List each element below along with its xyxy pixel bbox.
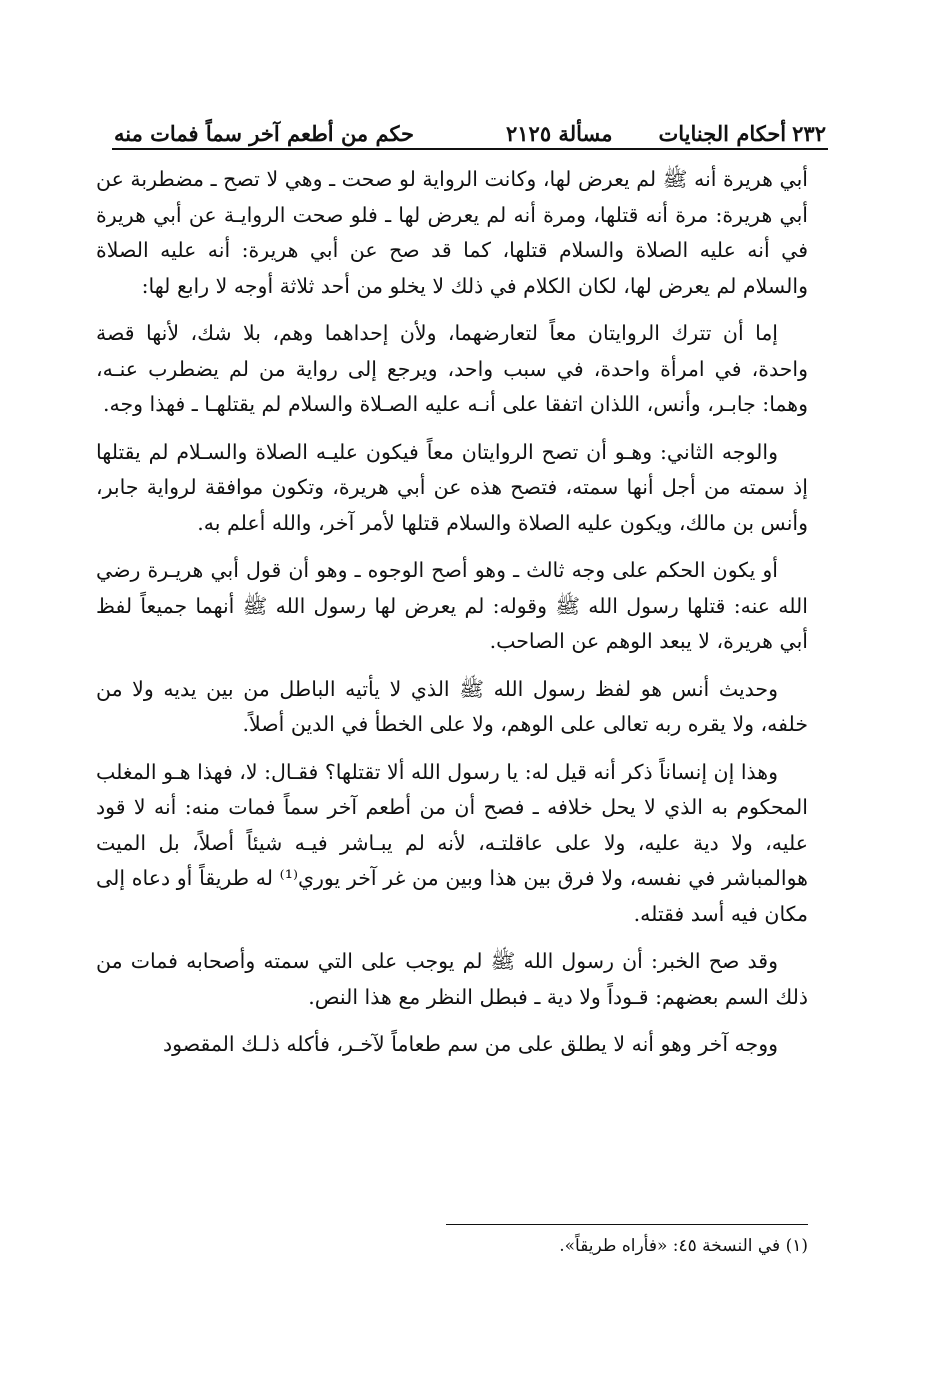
paragraph: إما أن تترك الروايتان معاً لتعارضهما، ولأن إحداهما وهم، بلا شك، لأنها قصة واحدة، في امرأة واحدة، في سبب واحد، ويرجع إلى رواية من لم يضطرب عنـه، وهما: جابـر، وأنس، اللذان اتفقا على أنـه عليه الصـلاة والسلام لم يقتلهـا ـ فهذا وجه. (96, 321, 808, 416)
paragraph: وقد صح الخبر: أن رسول الله ﷺ لم يوجب على التي سمته وأصحابه فمات من ذلك السم بعضهم: قـوداً ولا دية ـ فبطل النظر مع هذا النص. (96, 949, 808, 1009)
page-number: ٢٣٢ (792, 121, 826, 146)
section-title: حكم من أطعم آخر سماً فمات منه (114, 121, 415, 146)
footnote: (١) في النسخة ٤٥: «فأراه طريقاً». (559, 1236, 808, 1256)
header-rule (112, 148, 828, 150)
header-right-group (506, 121, 826, 146)
paragraph: أبي هريرة أنه ﷺ لم يعرض لها، وكانت الرواية لو صحت ـ وهي لا تصح ـ مضطربة عن أبي هريرة: مرة أنه قتلها، ومرة أنه لم يعرض لها ـ فلو صحت الروايـة عن أبي هريرة في أنه عليه الصلاة والسلام قتلها، كما قد صح عن أبي هريرة: أنه عليه الصلاة والسلام لم يعرض لها، لكان الكلام في ذلك لا يخلو من أحد ثلاثة أوجه لا رابع لها: (96, 167, 808, 298)
issue-number: مسألة ٢١٢٥ (506, 121, 613, 146)
book-title: أحكام الجنايات (658, 121, 787, 146)
paragraph: وهذا إن إنساناً ذكر أنه قيل له: يا رسول الله ألا تقتلها؟ فقـال: لا، فهذا هـو المغلب المحكوم به الذي لا يحل خلافه ـ فصح أن من أطعم آخر سماً فمات منه: أنه لا قود عليه، ولا دية عليه، ولا على عاقلتـه، لأنه لم يبـاشر فيـه شيئاً أصلاً، بل الميت هوالمباشر في نفسه، ولا فرق بين هذا وبين من غر آخر يوري⁽¹⁾ له طريقاً أو دعاه إلى مكان فيه أسد فقتله. (96, 759, 808, 926)
footnote-rule (446, 1224, 808, 1225)
running-header (114, 100, 826, 146)
paragraph: أو يكون الحكم على وجه ثالث ـ وهو أصح الوجوه ـ وهو أن قول أبي هريـرة رضي الله عنه: قتلها رسول الله ﷺ وقوله: لم يعرض لها رسول الله ﷺ أنهما جميعاً لفظ أبي هريرة، لا يبعد الوهم عن الصاحب. (96, 558, 808, 653)
main-text (96, 162, 808, 1075)
paragraph: وحديث أنس هو لفظ رسول الله ﷺ الذي لا يأتيه الباطل من بين يديه ولا من خلفه، ولا يقره ربه تعالى على الوهم، ولا على الخطأ في الدين أصلاً. (96, 676, 808, 736)
paragraph: ووجه آخر وهو أنه لا يطلق على من سم طعاماً لآخـر، فأكله ذلـك المقصود (162, 1032, 778, 1056)
paragraph: والوجه الثاني: وهـو أن تصح الروايتان معاً فيكون عليـه الصلاة والسـلام لم يقتلها إذ سمته من أجل أنها سمته، فتصح هذه عن أبي هريرة، وتكون موافقة لرواية جابر، وأنس بن مالك، ويكون عليه الصلاة والسلام قتلها لأمر آخر، والله أعلم به. (96, 439, 808, 535)
